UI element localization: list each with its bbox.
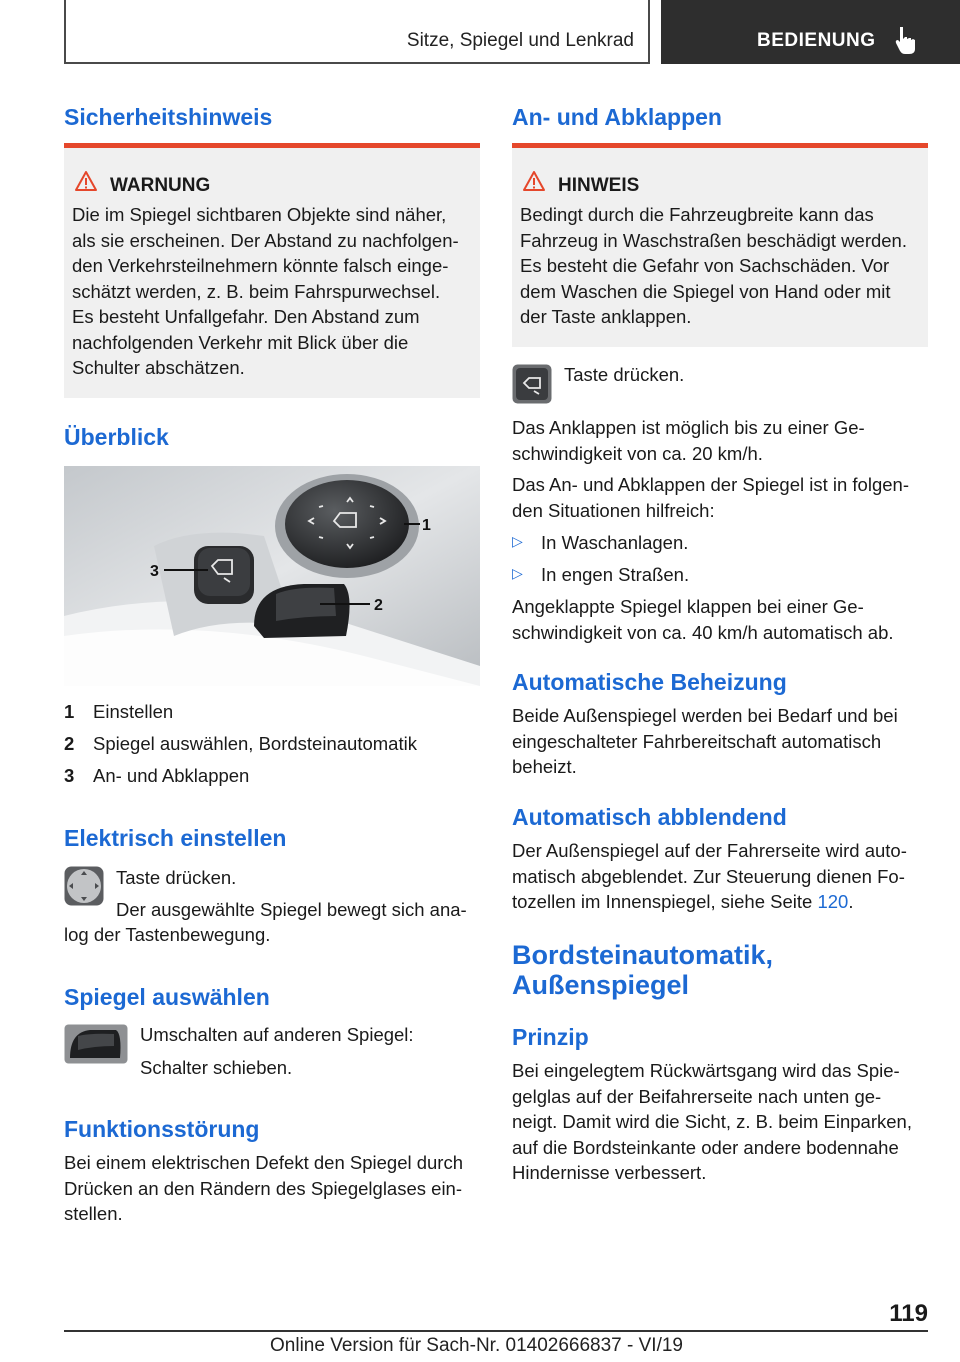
principle-line: neigt. Damit wird die Sicht, z. B. beim Einparken, xyxy=(512,1111,912,1132)
principle-line: auf die Bordsteinkante oder andere bodennahe xyxy=(512,1136,899,1158)
footer-text: Online Version für Sach-Nr. 01402666837 - VI/19 xyxy=(270,1335,683,1356)
fold-line: Angeklappte Spiegel klappen bei einer Ge- xyxy=(512,596,864,617)
warning-text xyxy=(72,202,459,381)
dimming-line-text: tozellen im Innenspiegel, siehe Seite xyxy=(512,891,818,912)
heating-text xyxy=(512,703,898,780)
dimming-line xyxy=(512,889,907,915)
notice-line: Fahrzeug in Waschstraßen beschädigt werden. xyxy=(520,229,907,251)
warning-line: Es besteht Unfallgefahr. Den Abstand zum xyxy=(72,306,420,327)
fold-heading: An- und Abklappen xyxy=(512,104,722,130)
curb-heading-line: Außenspiegel xyxy=(512,970,690,1000)
malfunction-line: stellen. xyxy=(64,1203,123,1224)
dimming-line: matisch abgeblendet. Zur Steuerung dienen Fo- xyxy=(512,865,905,887)
callout-2: 2 xyxy=(374,597,383,614)
callout-1: 1 xyxy=(422,517,431,534)
overview-heading: Überblick xyxy=(64,424,169,450)
fold-line: schwindigkeit von ca. 40 km/h automatisch ab. xyxy=(512,621,894,643)
page-number: 119 xyxy=(889,1300,928,1327)
fold-paragraph-2 xyxy=(512,472,909,523)
curb-heading xyxy=(512,940,773,1000)
mirror-selector-switch-icon xyxy=(64,1024,128,1064)
fold-line: Das Anklappen ist möglich bis zu einer Ge- xyxy=(512,417,865,438)
select-mirror-heading: Spiegel auswählen xyxy=(64,984,270,1010)
heating-line: Beide Außenspiegel werden bei Bedarf und bei xyxy=(512,705,898,726)
joystick-button-icon xyxy=(64,866,104,906)
principle-heading: Prinzip xyxy=(512,1024,589,1050)
warning-line: Schulter abschätzen. xyxy=(72,357,245,378)
notice-text xyxy=(520,202,907,330)
bullet-triangle-icon: ▷ xyxy=(512,565,523,581)
dimming-line-end: . xyxy=(848,891,854,912)
legend-number: 2 xyxy=(64,733,75,754)
bullet-text: In Waschanlagen. xyxy=(541,532,689,553)
fold-paragraph-3 xyxy=(512,594,894,645)
mirror-controls-figure xyxy=(64,466,480,686)
warning-line: den Verkehrsteilnehmern könnte falsch einge- xyxy=(72,255,449,276)
warning-line: als sie erscheinen. Der Abstand zu nachfolgen- xyxy=(72,229,459,251)
electric-desc-line: log der Tastenbewegung. xyxy=(64,924,271,945)
legend-text: Einstellen xyxy=(93,701,174,722)
fold-line: schwindigkeit von ca. 20 km/h. xyxy=(512,442,763,464)
notice-box xyxy=(512,143,928,347)
fold-press-text: Taste drücken. xyxy=(564,364,685,385)
mirror-controls-illustration xyxy=(64,466,480,686)
fold-button-icon xyxy=(512,364,552,404)
principle-line: Bei eingelegtem Rückwärtsgang wird das Spie- xyxy=(512,1060,900,1081)
warning-line: nachfolgenden Verkehr mit Blick über die xyxy=(72,331,409,353)
warning-box xyxy=(64,143,480,398)
dimming-heading: Automatisch abblendend xyxy=(512,804,787,830)
heating-heading: Automatische Beheizung xyxy=(512,669,787,695)
notice-line: der Taste anklappen. xyxy=(520,306,692,327)
warning-triangle-icon xyxy=(74,170,98,192)
legend-number: 3 xyxy=(64,765,75,786)
select-text: Umschalten auf anderen Spiegel: xyxy=(140,1024,414,1045)
principle-line: Hindernisse verbessert. xyxy=(512,1162,707,1183)
dimming-text xyxy=(512,838,907,915)
principle-text xyxy=(512,1058,912,1186)
curb-heading-line: Bordsteinautomatik, xyxy=(512,940,774,970)
select-text: Schalter schieben. xyxy=(140,1057,293,1078)
header-section-box xyxy=(64,0,650,64)
notice-line: Bedingt durch die Fahrzeugbreite kann das xyxy=(520,204,874,225)
safety-heading: Sicherheitshinweis xyxy=(64,104,273,130)
legend-number: 1 xyxy=(64,701,75,722)
callout-3: 3 xyxy=(150,563,159,580)
footer-divider xyxy=(64,1330,928,1332)
heating-line: eingeschalteter Fahrbereitschaft automatisch xyxy=(512,730,882,752)
legend-text: Spiegel auswählen, Bordsteinautomatik xyxy=(93,733,417,754)
bullet-triangle-icon: ▷ xyxy=(512,533,523,549)
header-chapter-label: BEDIENUNG xyxy=(757,30,876,51)
dimming-line: Der Außenspiegel auf der Fahrerseite wird auto- xyxy=(512,840,907,861)
principle-line: gelglas auf der Beifahrerseite nach unten ge- xyxy=(512,1085,882,1107)
electric-desc-line: Der ausgewählte Spiegel bewegt sich ana- xyxy=(116,899,467,920)
electric-press-text: Taste drücken. xyxy=(116,867,237,888)
warning-line: schätzt werden, z. B. beim Fahrspurwechsel. xyxy=(72,280,441,302)
page-reference-link[interactable]: 120 xyxy=(817,891,849,912)
bullet-text: In engen Straßen. xyxy=(541,564,690,585)
pointing-hand-icon xyxy=(894,25,920,55)
notice-triangle-icon xyxy=(522,170,546,192)
fold-line: den Situationen hilfreich: xyxy=(512,499,715,521)
notice-line: dem Waschen die Spiegel von Hand oder mit xyxy=(520,280,891,302)
legend-text: An- und Abklappen xyxy=(93,765,250,786)
fold-line: Das An- und Abklappen der Spiegel ist in folgen- xyxy=(512,474,909,495)
notice-label: HINWEIS xyxy=(558,175,640,196)
header-section-title: Sitze, Spiegel und Lenkrad xyxy=(406,30,634,51)
malfunction-line: Bei einem elektrischen Defekt den Spiegel durch xyxy=(64,1152,464,1173)
malfunction-line: Drücken an den Rändern des Spiegelglases ein- xyxy=(64,1177,463,1199)
electric-adjust-heading: Elektrisch einstellen xyxy=(64,825,287,851)
notice-line: Es besteht die Gefahr von Sachschäden. Vor xyxy=(520,255,890,276)
warning-label: WARNUNG xyxy=(110,175,211,196)
malfunction-text xyxy=(64,1150,494,1227)
heating-line: beheizt. xyxy=(512,756,577,777)
malfunction-heading: Funktionsstörung xyxy=(64,1116,260,1142)
header-chapter-tab[interactable] xyxy=(661,0,960,64)
fold-paragraph-1 xyxy=(512,415,865,466)
warning-line: Die im Spiegel sichtbaren Objekte sind näher, xyxy=(72,204,447,225)
